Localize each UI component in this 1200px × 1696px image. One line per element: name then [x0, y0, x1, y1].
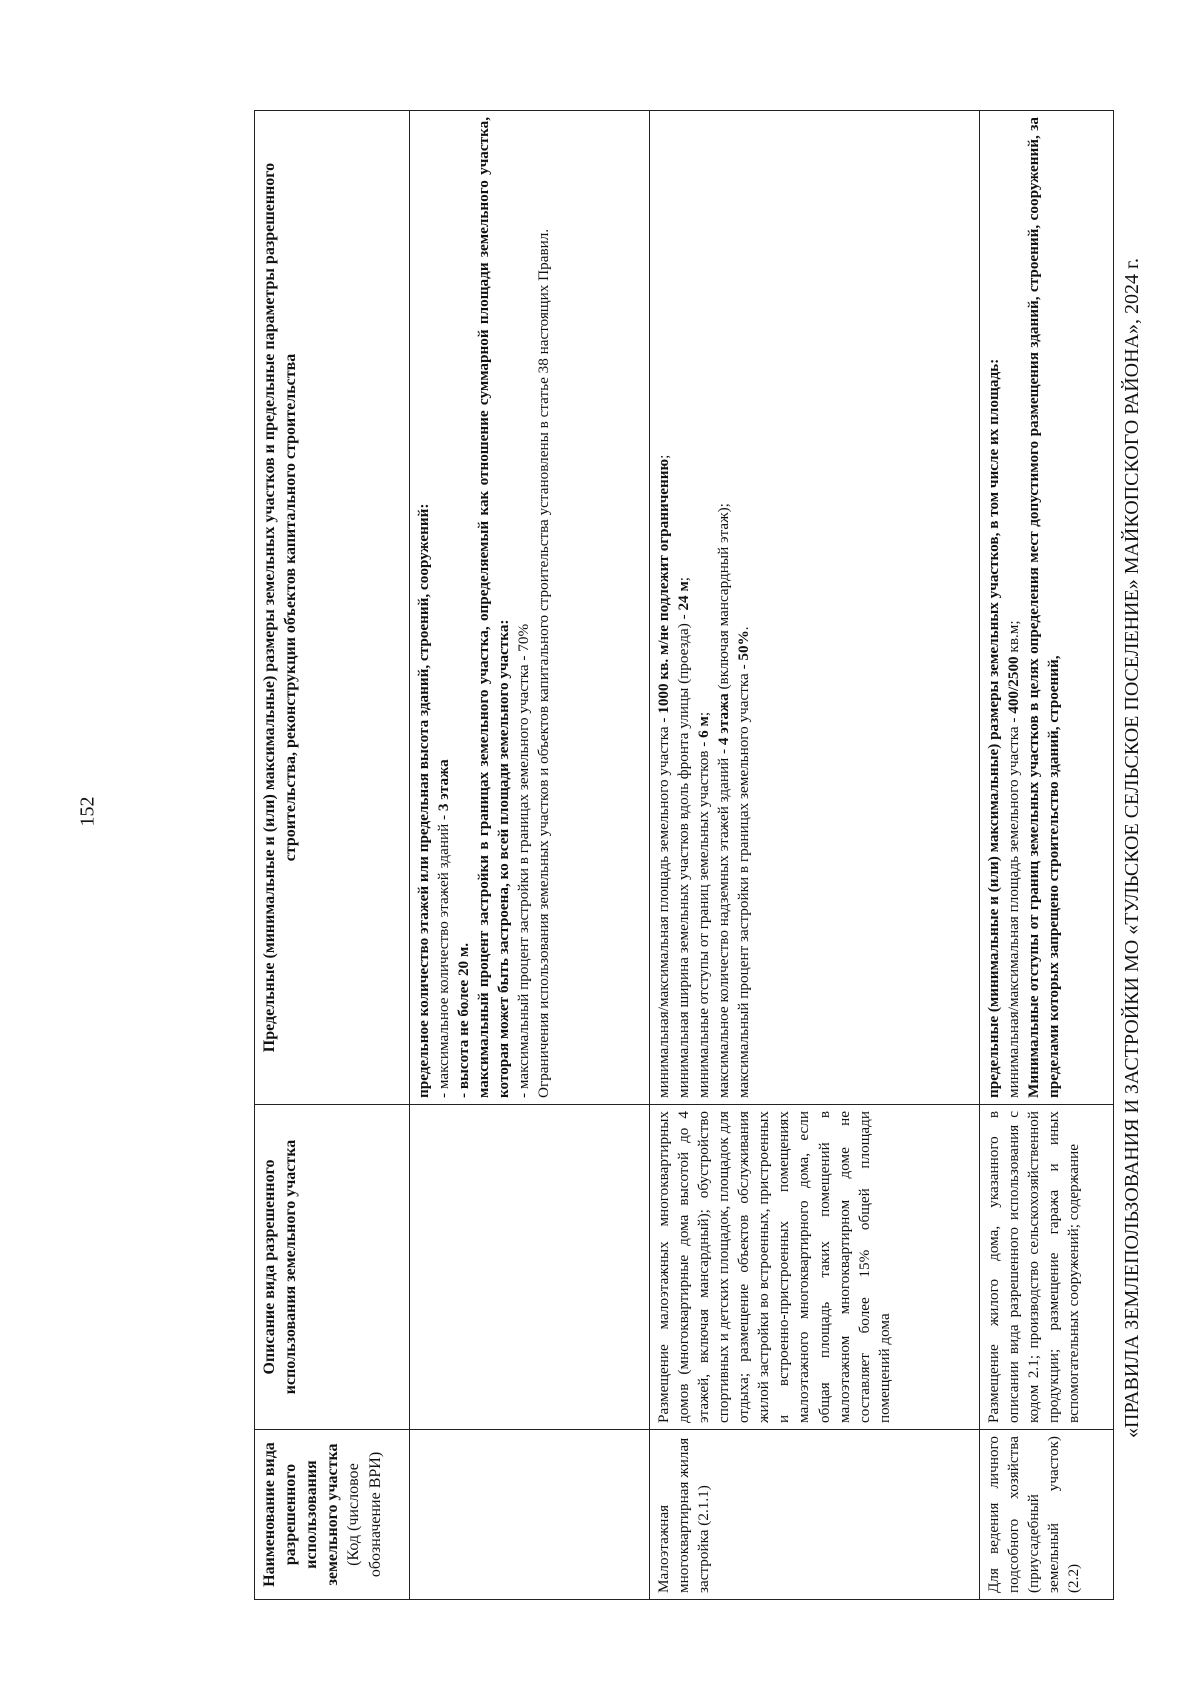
row1-floors-heading: предельное количество этажей или предельная высота зданий, строений, сооружений:	[415, 503, 432, 1098]
row2-coverage-value: 50%	[735, 630, 753, 661]
row1-max-floors-label: - максимальное количество этажей зданий -	[435, 811, 453, 1098]
table-row	[980, 111, 1114, 1600]
row2-setback-label: минимальные отступы от границ земельных участков -	[695, 737, 713, 1098]
table-row	[410, 111, 650, 1600]
row2-col1: Малоэтажная многоквартирная жилая застройка (2.1.1)	[650, 1430, 980, 1600]
row2-area-label: минимальная/максимальная площадь земельного участка -	[655, 713, 672, 1098]
row2-setback	[694, 117, 714, 1098]
row2-coverage	[734, 117, 754, 1098]
header-col-description: Описание вида разрешенного использования земельного участка	[255, 1105, 410, 1430]
row2-width	[674, 117, 694, 1098]
row2-width-end: ;	[675, 576, 693, 582]
row1-col3	[410, 111, 650, 1105]
row3-setbacks-heading: Минимальные отступы от границ земельных участков в целях определения мест допустимого размещения зданий, строений, сооружений, за пределами которых запрещено строительство зданий, строений,	[1025, 117, 1063, 1098]
row2-floors	[714, 117, 734, 1098]
row2-width-value: 24 м	[675, 581, 693, 611]
table-row	[650, 111, 980, 1600]
row3-area-label: минимальная/максимальная площадь земельного участка -	[1005, 713, 1023, 1098]
row2-area-end: ;	[655, 454, 672, 459]
document-footer: «ПРАВИЛА ЗЕМЛЕПОЛЬЗОВАНИЯ И ЗАСТРОЙКИ МО «ТУЛЬСКОЕ СЕЛЬСКОЕ ПОСЕЛЕНИЕ» МАЙКОПСКОГО РАЙОНА», 2024 г.	[1121, 258, 1143, 1438]
row2-floors-value: 4 этажа	[715, 693, 733, 746]
row3-col3	[980, 111, 1114, 1105]
document-table-rotated	[254, 110, 1114, 1600]
row2-area	[654, 117, 674, 1098]
row1-max-floors-value: 3 этажа	[435, 759, 453, 812]
row1-max-floors	[434, 117, 454, 1098]
page-number: 152	[76, 796, 99, 827]
row2-width-label: минимальная ширина земельных участков вдоль фронта улицы (проезда) -	[675, 610, 693, 1098]
row3-col1: Для ведения личного подсобного хозяйства (приусадебный земельный участок)(2.2)	[980, 1430, 1114, 1600]
row2-area-value: 1000 кв. м/не подлежит ограничению	[655, 458, 672, 714]
row2-setback-end: ;	[695, 711, 713, 717]
row1-max-height: - высота не более 20 м.	[455, 942, 473, 1098]
row2-coverage-label: максимальный процент застройки в границах земельного участка -	[735, 660, 753, 1098]
row1-col1	[410, 1430, 650, 1600]
row3-sizes-heading: предельные (минимальные и (или) максимальные) размеры земельных участков, в том числе их площадь:	[985, 358, 1002, 1098]
row2-coverage-end: .	[735, 626, 753, 631]
row3-area	[1004, 117, 1024, 1098]
row1-col2	[410, 1105, 650, 1430]
row2-floors-label: максимальное количество надземных этажей зданий -	[715, 745, 733, 1098]
row2-col2: Размещение малоэтажных многоквартирных домов (многоквартирные дома высотой до 4 этажей, включая мансардный); обустройство спортивных и детских площадок, площадок для отдыха; размещение объектов обслуживания жилой застройки во встроенных, пристроенных и встроенно-пристроенных помещениях малоэтажного многоквартирного дома, если общая площадь таких помещений в малоэтажном многоквартирном доме не составляет более 15% общей площади помещений дома	[650, 1105, 980, 1430]
regulations-table	[254, 110, 1114, 1600]
row1-coverage-heading: максимальный процент застройки в границах земельного участка, определяемый как отношение суммарной площади земельного участка, которая может быть застроена, ко всей площади земельного участка:	[475, 117, 513, 1098]
row2-col3	[650, 111, 980, 1105]
header-col-parameters: Предельные (минимальные и (или) максимальные) размеры земельных участков и предельные параметры разрешенного строительства, реконструкции объектов капитального строительства	[255, 111, 410, 1105]
row2-setback-value: 6 м	[695, 716, 713, 738]
header-col-name	[255, 1430, 410, 1600]
header-col-name-main: Наименование вида разрешенного использования земельного участка	[261, 1442, 342, 1587]
row3-area-end: кв.м;	[1005, 620, 1023, 657]
row2-floors-end: (включая мансардный этаж);	[715, 503, 733, 694]
row1-coverage-value: - максимальный процент застройки в границах земельного участка - 70%	[515, 623, 533, 1098]
row3-area-value: 400/2500	[1005, 656, 1023, 714]
row3-col2: Размещение жилого дома, указанного в описании вида разрешенного использования с кодом 2.1; производство сельскохозяйственной продукции; размещение гаража и иных вспомогательных сооружений; содержание	[980, 1105, 1114, 1430]
header-col-name-sub: (Код (числовое обозначение ВРИ)	[345, 1451, 384, 1578]
row1-restrictions: Ограничения использования земельных участков и объектов капитального строительства установлены в статье 38 настоящих Правил.	[535, 228, 553, 1098]
